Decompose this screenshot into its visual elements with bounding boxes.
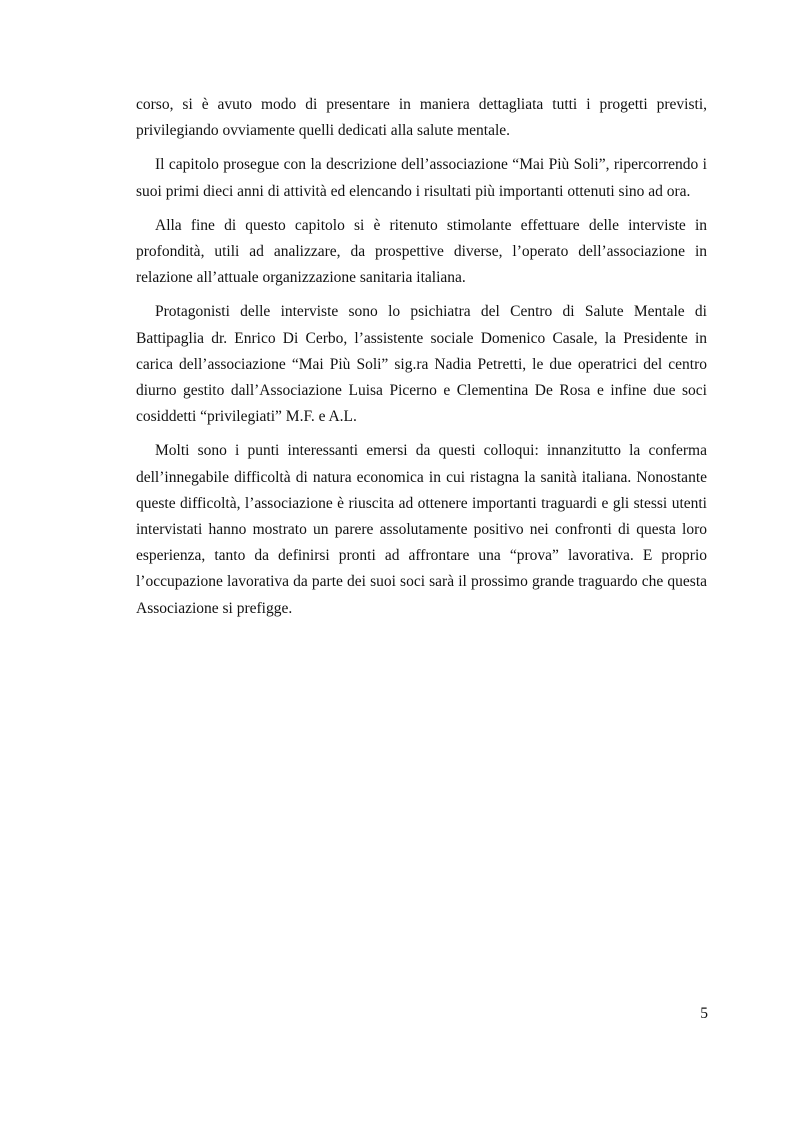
- paragraph-association: Il capitolo prosegue con la descrizione dell’associazione “Mai Più Soli”, ripercorrendo i suoi primi dieci anni di attività ed elencando i risultati più importanti ottenuti sino ad ora.: [136, 156, 707, 200]
- page-number: 5: [700, 1005, 708, 1022]
- paragraph-findings: Molti sono i punti interessanti emersi da questi colloqui: innanzitutto la conferma dell’innegabile difficoltà di natura economica in cui ristagna la sanità italiana. Nonostante queste difficoltà, l’associazione è riuscita ad ottenere importanti traguardi e gli stessi utenti intervistati hanno mostrato un parere assolutamente positivo nei confronti di questa loro esperienza, tanto da definirsi pronti ad affrontare una “prova” lavorativa. E proprio l’occupazione lavorativa da parte dei suoi soci sarà il prossimo grande traguardo che questa Associazione si prefigge.: [136, 442, 707, 617]
- paragraph-continuation: corso, si è avuto modo di presentare in maniera dettagliata tutti i progetti previsti, privilegiando ovviamente quelli dedicati alla salute mentale.: [136, 96, 707, 140]
- paragraph-interviewees: Protagonisti delle interviste sono lo psichiatra del Centro di Salute Mentale di Battipaglia dr. Enrico Di Cerbo, l’assistente sociale Domenico Casale, la Presidente in carica dell’associazione “Mai Più Soli” sig.ra Nadia Petretti, le due operatrici del centro diurno gestito dall’Associazione Luisa Picerno e Clementina De Rosa e infine due soci cosiddetti “privilegiati” M.F. e A.L.: [136, 303, 707, 426]
- body-text: [136, 92, 707, 630]
- paragraph-interviews-intro: Alla fine di questo capitolo si è ritenuto stimolante effettuare delle interviste in profondità, utili ad analizzare, da prospettive diverse, l’operato dell’associazione in relazione all’attuale organizzazione sanitaria italiana.: [136, 216, 707, 287]
